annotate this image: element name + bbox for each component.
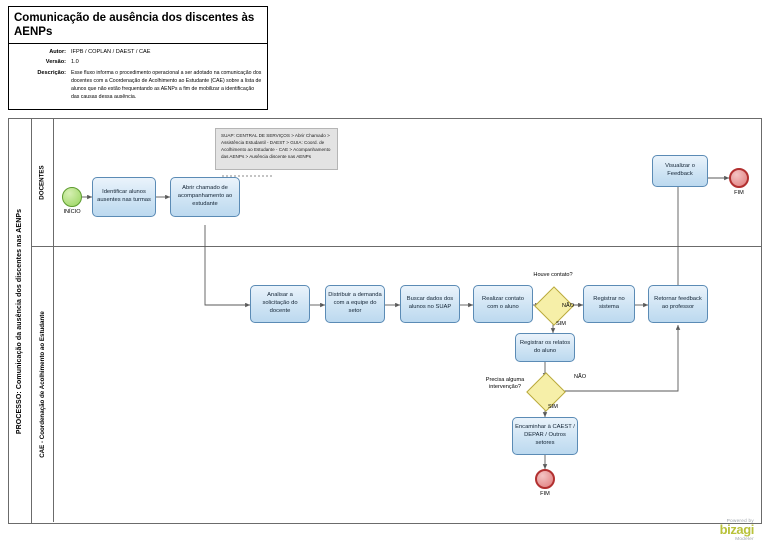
end-event-bottom[interactable] [535, 469, 555, 489]
gateway-precisa-intervencao-label: Precisa alguma intervenção? [485, 377, 525, 391]
task-realizar-contato[interactable]: Realizar contato com o aluno [473, 285, 533, 323]
version-label: Versão: [45, 59, 66, 66]
task-registrar-sistema[interactable]: Registrar no sistema [583, 285, 635, 323]
task-encaminhar-setores[interactable]: Encaminhar à CAEST / DEPAR / Outros setores [512, 417, 578, 455]
header-fields [9, 43, 267, 109]
gateway-precisa-intervencao-yes: SIM [548, 404, 558, 410]
task-abrir-chamado[interactable]: Abrir chamado de acompanhamento ao estudante [170, 177, 240, 217]
page-title: Comunicação de ausência dos discentes às AENPs [14, 12, 255, 39]
start-event-label: INÍCIO [63, 209, 81, 215]
author-value: IFPB / COPLAN / DAEST / CAE [71, 48, 151, 55]
start-event[interactable] [62, 187, 82, 207]
task-identificar-alunos[interactable]: Identificar alunos ausentes nas turmas [92, 177, 156, 217]
end-event-top[interactable] [729, 168, 749, 188]
header-field-row [14, 69, 262, 101]
gateway-houve-contato-no: NÃO [561, 303, 575, 309]
gateway-houve-contato-label: Houve contato? [533, 272, 573, 278]
lane-cae-label [31, 246, 54, 522]
gateway-houve-contato-yes: SIM [556, 321, 566, 327]
task-distribuir-demanda[interactable]: Distribuir a demanda com a equipe do setor [325, 285, 385, 323]
task-buscar-dados[interactable]: Buscar dados dos alunos no SUAP [400, 285, 460, 323]
author-label: Autor: [49, 48, 66, 55]
description-label: Descrição: [37, 69, 66, 76]
description-value: Esse fluxo informa o procedimento operacional a ser adotado na comunicação dos docentes com a Coordenação de Acolhimento ao Estudante (CAE) sobre a lista de alunos que não estão frequentando as AENPs a fim de mobilizar a identificação das causas dessa ausência. [71, 69, 262, 100]
header-field-row [14, 48, 262, 56]
pool-label-text: PROCESSO: Comunicação da ausência dos discentes nas AENPs [16, 208, 24, 434]
header-field-row [14, 58, 262, 66]
lane-docentes-label [31, 119, 54, 246]
diagram-header-card [8, 6, 268, 110]
brand-name: bizagi [719, 522, 754, 537]
powered-by-text: Powered by [726, 518, 754, 523]
version-value: 1.0 [71, 59, 79, 66]
product-name: Modeler [735, 536, 754, 541]
pool-label [9, 119, 32, 523]
gateway-precisa-intervencao-no: NÃO [573, 374, 587, 380]
task-retornar-feedback[interactable]: Retornar feedback ao professor [648, 285, 708, 323]
end-event-top-label: FIM [734, 190, 744, 196]
annotation-note: SUAP: CENTRAL DE SERVIÇOS > Abrir Chamado > Assistência Estudantil - DAEST > GUIA: Coord. de Acolhimento ao Estudante - CAE > Acompanhamento das AENPs > Ausência discente nas AENPs [215, 128, 338, 170]
lane-cae-label-text: CAE - Coordenação de Acolhimento ao Estudante [38, 310, 46, 458]
lane-docentes-label-text: DOCENTES [38, 165, 46, 200]
bizagi-logo [720, 518, 754, 541]
task-visualizar-feedback[interactable]: Visualizar o Feedback [652, 155, 708, 187]
task-analisar-solicitacao[interactable]: Analisar a solicitação do docente [250, 285, 310, 323]
end-event-bottom-label: FIM [540, 491, 550, 497]
task-registrar-relatos[interactable]: Registrar os relatos do aluno [515, 333, 575, 362]
